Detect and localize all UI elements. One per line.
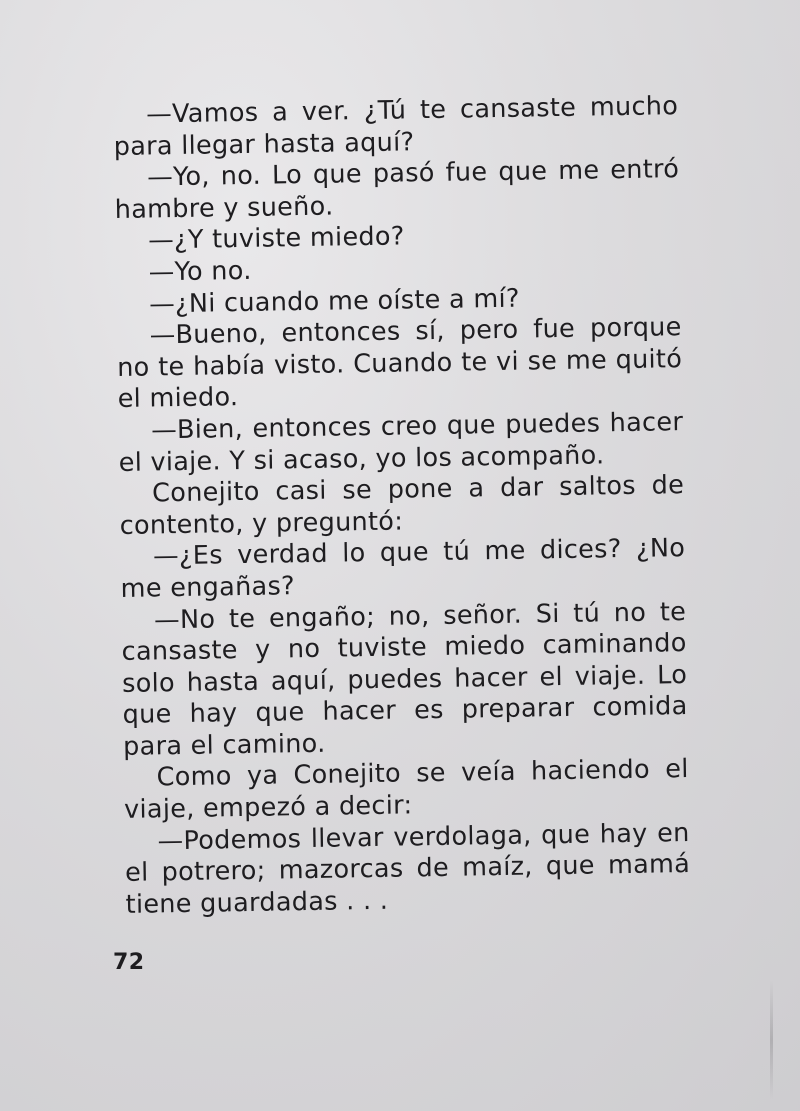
paragraph-4: —Yo no. (148, 255, 252, 288)
paragraph-9: —¿Es verdad lo que tú me dices? ¿No me engañas? (120, 533, 686, 604)
paragraph-2: —Yo, no. Lo que pasó fue que me entró hambre y sueño. (114, 154, 680, 225)
paragraph-10: —No te engaño; no, señor. Si tú no te cansaste y no tuviste miedo caminando solo hasta aquí, puedes hacer el viaje. Lo que hay que hacer es preparar comida para el camino. (121, 596, 688, 762)
paper-crease (770, 980, 773, 1100)
paragraph-5: —¿Ni cuando me oíste a mí? (148, 283, 520, 320)
paragraph-6: —Bueno, entonces sí, pero fue porque no te había visto. Cuando te vi se me quitó el miedo. (116, 312, 683, 415)
paragraph-3: —¿Y tuviste miedo? (147, 221, 405, 256)
paragraph-7: —Bien, entonces creo que puedes hacer el viaje. Y si acaso, yo los acompaño. (118, 407, 684, 478)
paragraph-1: —Vamos a ver. ¿Tú te cansaste mucho para llegar hasta aquí? (113, 91, 679, 162)
paragraph-11: Como ya Conejito se veía haciendo el viaje, empezó a decir: (123, 754, 689, 825)
paragraph-12: —Podemos llevar verdolaga, que hay en el potrero; mazorcas de maíz, que mamá tiene guardadas . . . (124, 817, 691, 920)
story-text (113, 91, 691, 921)
paragraph-8: Conejito casi se pone a dar saltos de contento, y preguntó: (119, 470, 685, 541)
page-number: 72 (113, 950, 145, 975)
